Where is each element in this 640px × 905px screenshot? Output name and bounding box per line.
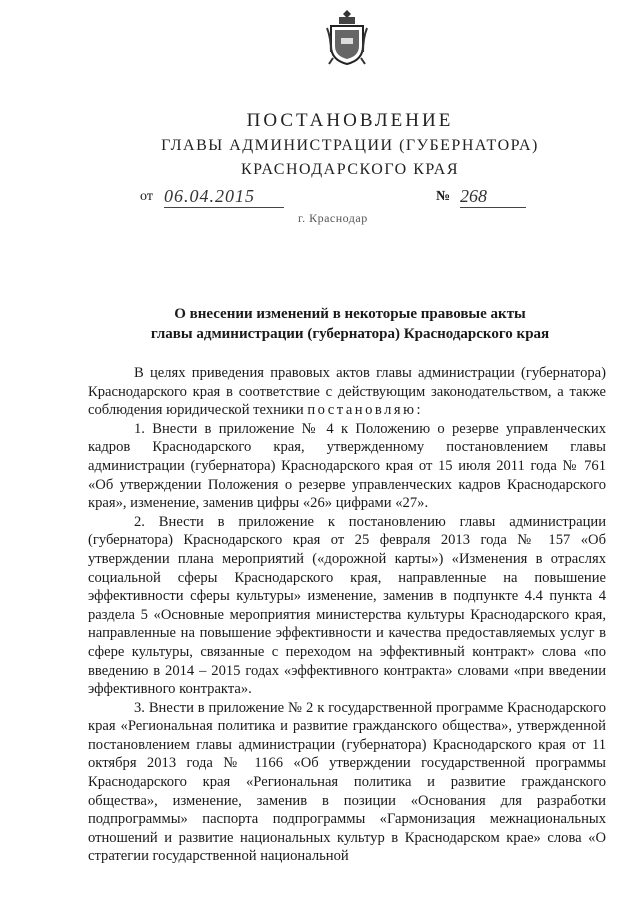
coat-of-arms-emblem — [325, 8, 369, 66]
decree-word: постановляю: — [307, 402, 424, 419]
date-value: 06.04.2015 — [164, 186, 284, 208]
number-value: 268 — [460, 186, 526, 208]
document-title — [100, 304, 600, 344]
date-label: от — [140, 189, 153, 204]
document-title-line-1: О внесении изменений в некоторые правовые акты — [174, 306, 526, 322]
item-3-paragraph: 3. Внести в приложение № 2 к государственной программе Краснодарского края «Региональная политика и развитие гражданского общества», утвержденной постановлением главы администрации (губернатора) Краснодарского края от 11 октября 2013 года № 1166 «Об утверждении государственной программы Краснодарского края «Региональная политика и развитие гражданского общества», изменение, заменив в позиции «Основания для разработки подпрограммы» паспорта подпрограммы «Гармонизация межнациональных отношений и развитие национальных культур в Краснодарском крае» слова «О стратегии государственной национальной — [88, 699, 606, 865]
item-1-paragraph: 1. Внести в приложение № 4 к Положению о резерве управленческих кадров Краснодарского края, утвержденному постановлением главы администрации (губернатора) Краснодарского края от 15 июля 2011 года № 761 «Об утверждении Положения о резерве управленческих кадров Краснодарского края», изменение, заменив цифры «26» цифрами «27». — [88, 420, 606, 512]
intro-paragraph — [88, 364, 606, 420]
city-label: г. Краснодар — [298, 211, 368, 225]
issuer-line-2: КРАСНОДАРСКОГО КРАЯ — [241, 161, 459, 178]
number-label: № — [436, 189, 451, 204]
date-number-row — [140, 186, 540, 211]
document-type-heading: ПОСТАНОВЛЕНИЕ — [246, 110, 454, 131]
intro-text: В целях приведения правовых актов главы администрации (губернатора) Краснодарского края в соответствие с действующим законодательством, а также соблюдения юридической техники — [88, 365, 606, 419]
document-body — [88, 364, 606, 866]
document-title-line-2: главы администрации (губернатора) Краснодарского края — [150, 326, 550, 342]
item-2-paragraph: 2. Внести в приложение к постановлению главы администрации (губернатора) Краснодарского края от 25 февраля 2013 года № 157 «Об утверждении плана мероприятий («дорожной карты») «Изменения в отраслях социальной сферы Краснодарского края, направленные на повышение эффективности сферы культуры» изменение, заменив в подпункте 4.4 пункта 4 раздела 5 «Основные мероприятия министерства культуры Краснодарского края, направленные на повышение эффективности и качества предоставляемых услуг в сфере культуры, связанные с переходом на эффективный контракт» слова «по введению в 2014 – 2015 годах «эффективного контракта» словами «при введении эффективного контракта». — [88, 513, 606, 698]
issuer-line-1: ГЛАВЫ АДМИНИСТРАЦИИ (ГУБЕРНАТОРА) — [161, 137, 539, 154]
